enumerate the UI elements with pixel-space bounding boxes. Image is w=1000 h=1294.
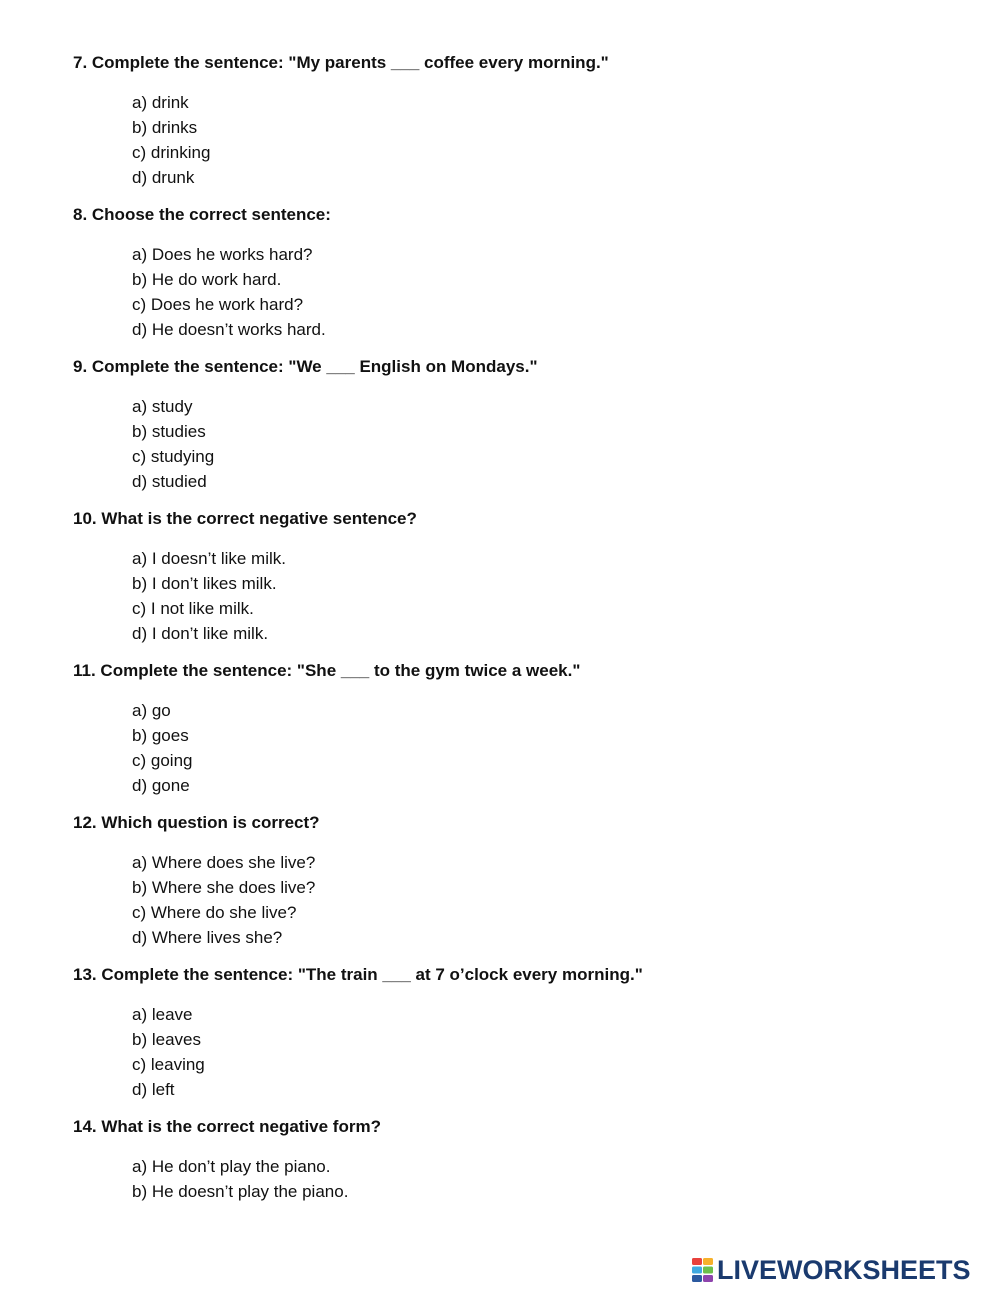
answer-option[interactable]: a) Where does she live? [132,853,316,872]
question-text: 13. Complete the sentence: "The train ___ at 7 o’clock every morning." [73,965,643,984]
question-text: 8. Choose the correct sentence: [73,205,331,224]
answer-option[interactable]: d) left [132,1080,175,1099]
answer-options [132,242,953,342]
answer-option[interactable]: a) drink [132,93,189,112]
answer-option[interactable]: c) I not like milk. [132,599,254,618]
answer-option[interactable]: d) He doesn’t works hard. [132,320,326,339]
answer-option[interactable]: c) Does he work hard? [132,295,304,314]
answer-option[interactable]: b) He do work hard. [132,270,282,289]
answer-options [132,850,953,950]
question-11 [73,660,953,798]
answer-option[interactable]: d) drunk [132,168,195,187]
question-text: 14. What is the correct negative form? [73,1117,381,1136]
answer-options [132,394,953,494]
answer-option[interactable]: c) studying [132,447,215,466]
answer-option[interactable]: a) Does he works hard? [132,245,313,264]
answer-option[interactable]: c) drinking [132,143,211,162]
question-14 [73,1116,953,1204]
answer-option[interactable]: c) leaving [132,1055,205,1074]
answer-option[interactable]: b) goes [132,726,189,745]
liveworksheets-brand [692,1255,971,1285]
answer-options [132,1002,953,1102]
question-12 [73,812,953,950]
answer-option[interactable]: c) Where do she live? [132,903,297,922]
question-7 [73,52,953,190]
answer-option[interactable]: a) study [132,397,193,416]
question-text: 10. What is the correct negative sentence? [73,509,417,528]
question-8 [73,204,953,342]
answer-options [132,1154,953,1204]
answer-option[interactable]: a) go [132,701,171,720]
answer-option[interactable]: d) Where lives she? [132,928,283,947]
answer-option[interactable]: b) studies [132,422,206,441]
answer-option[interactable]: b) Where she does live? [132,878,316,897]
answer-option[interactable]: d) gone [132,776,190,795]
question-10 [73,508,953,646]
answer-option[interactable]: b) leaves [132,1030,201,1049]
question-13 [73,964,953,1102]
brand-name: LIVEWORKSHEETS [717,1255,971,1285]
answer-option[interactable]: a) I doesn’t like milk. [132,549,286,568]
question-text: 12. Which question is correct? [73,813,320,832]
answer-option[interactable]: a) He don’t play the piano. [132,1157,331,1176]
question-text: 7. Complete the sentence: "My parents ___ coffee every morning." [73,53,609,72]
answer-option[interactable]: d) studied [132,472,207,491]
answer-options [132,698,953,798]
answer-option[interactable]: b) drinks [132,118,198,137]
answer-option[interactable]: b) I don’t likes milk. [132,574,277,593]
answer-option[interactable]: d) I don’t like milk. [132,624,269,643]
liveworksheets-logo-icon [692,1258,714,1282]
question-text: 11. Complete the sentence: "She ___ to the gym twice a week." [73,661,581,680]
answer-option[interactable]: c) going [132,751,193,770]
answer-options [132,90,953,190]
answer-option[interactable]: b) He doesn’t play the piano. [132,1182,349,1201]
answer-options [132,546,953,646]
question-text: 9. Complete the sentence: "We ___ English on Mondays." [73,357,538,376]
answer-option[interactable]: a) leave [132,1005,193,1024]
question-9 [73,356,953,494]
